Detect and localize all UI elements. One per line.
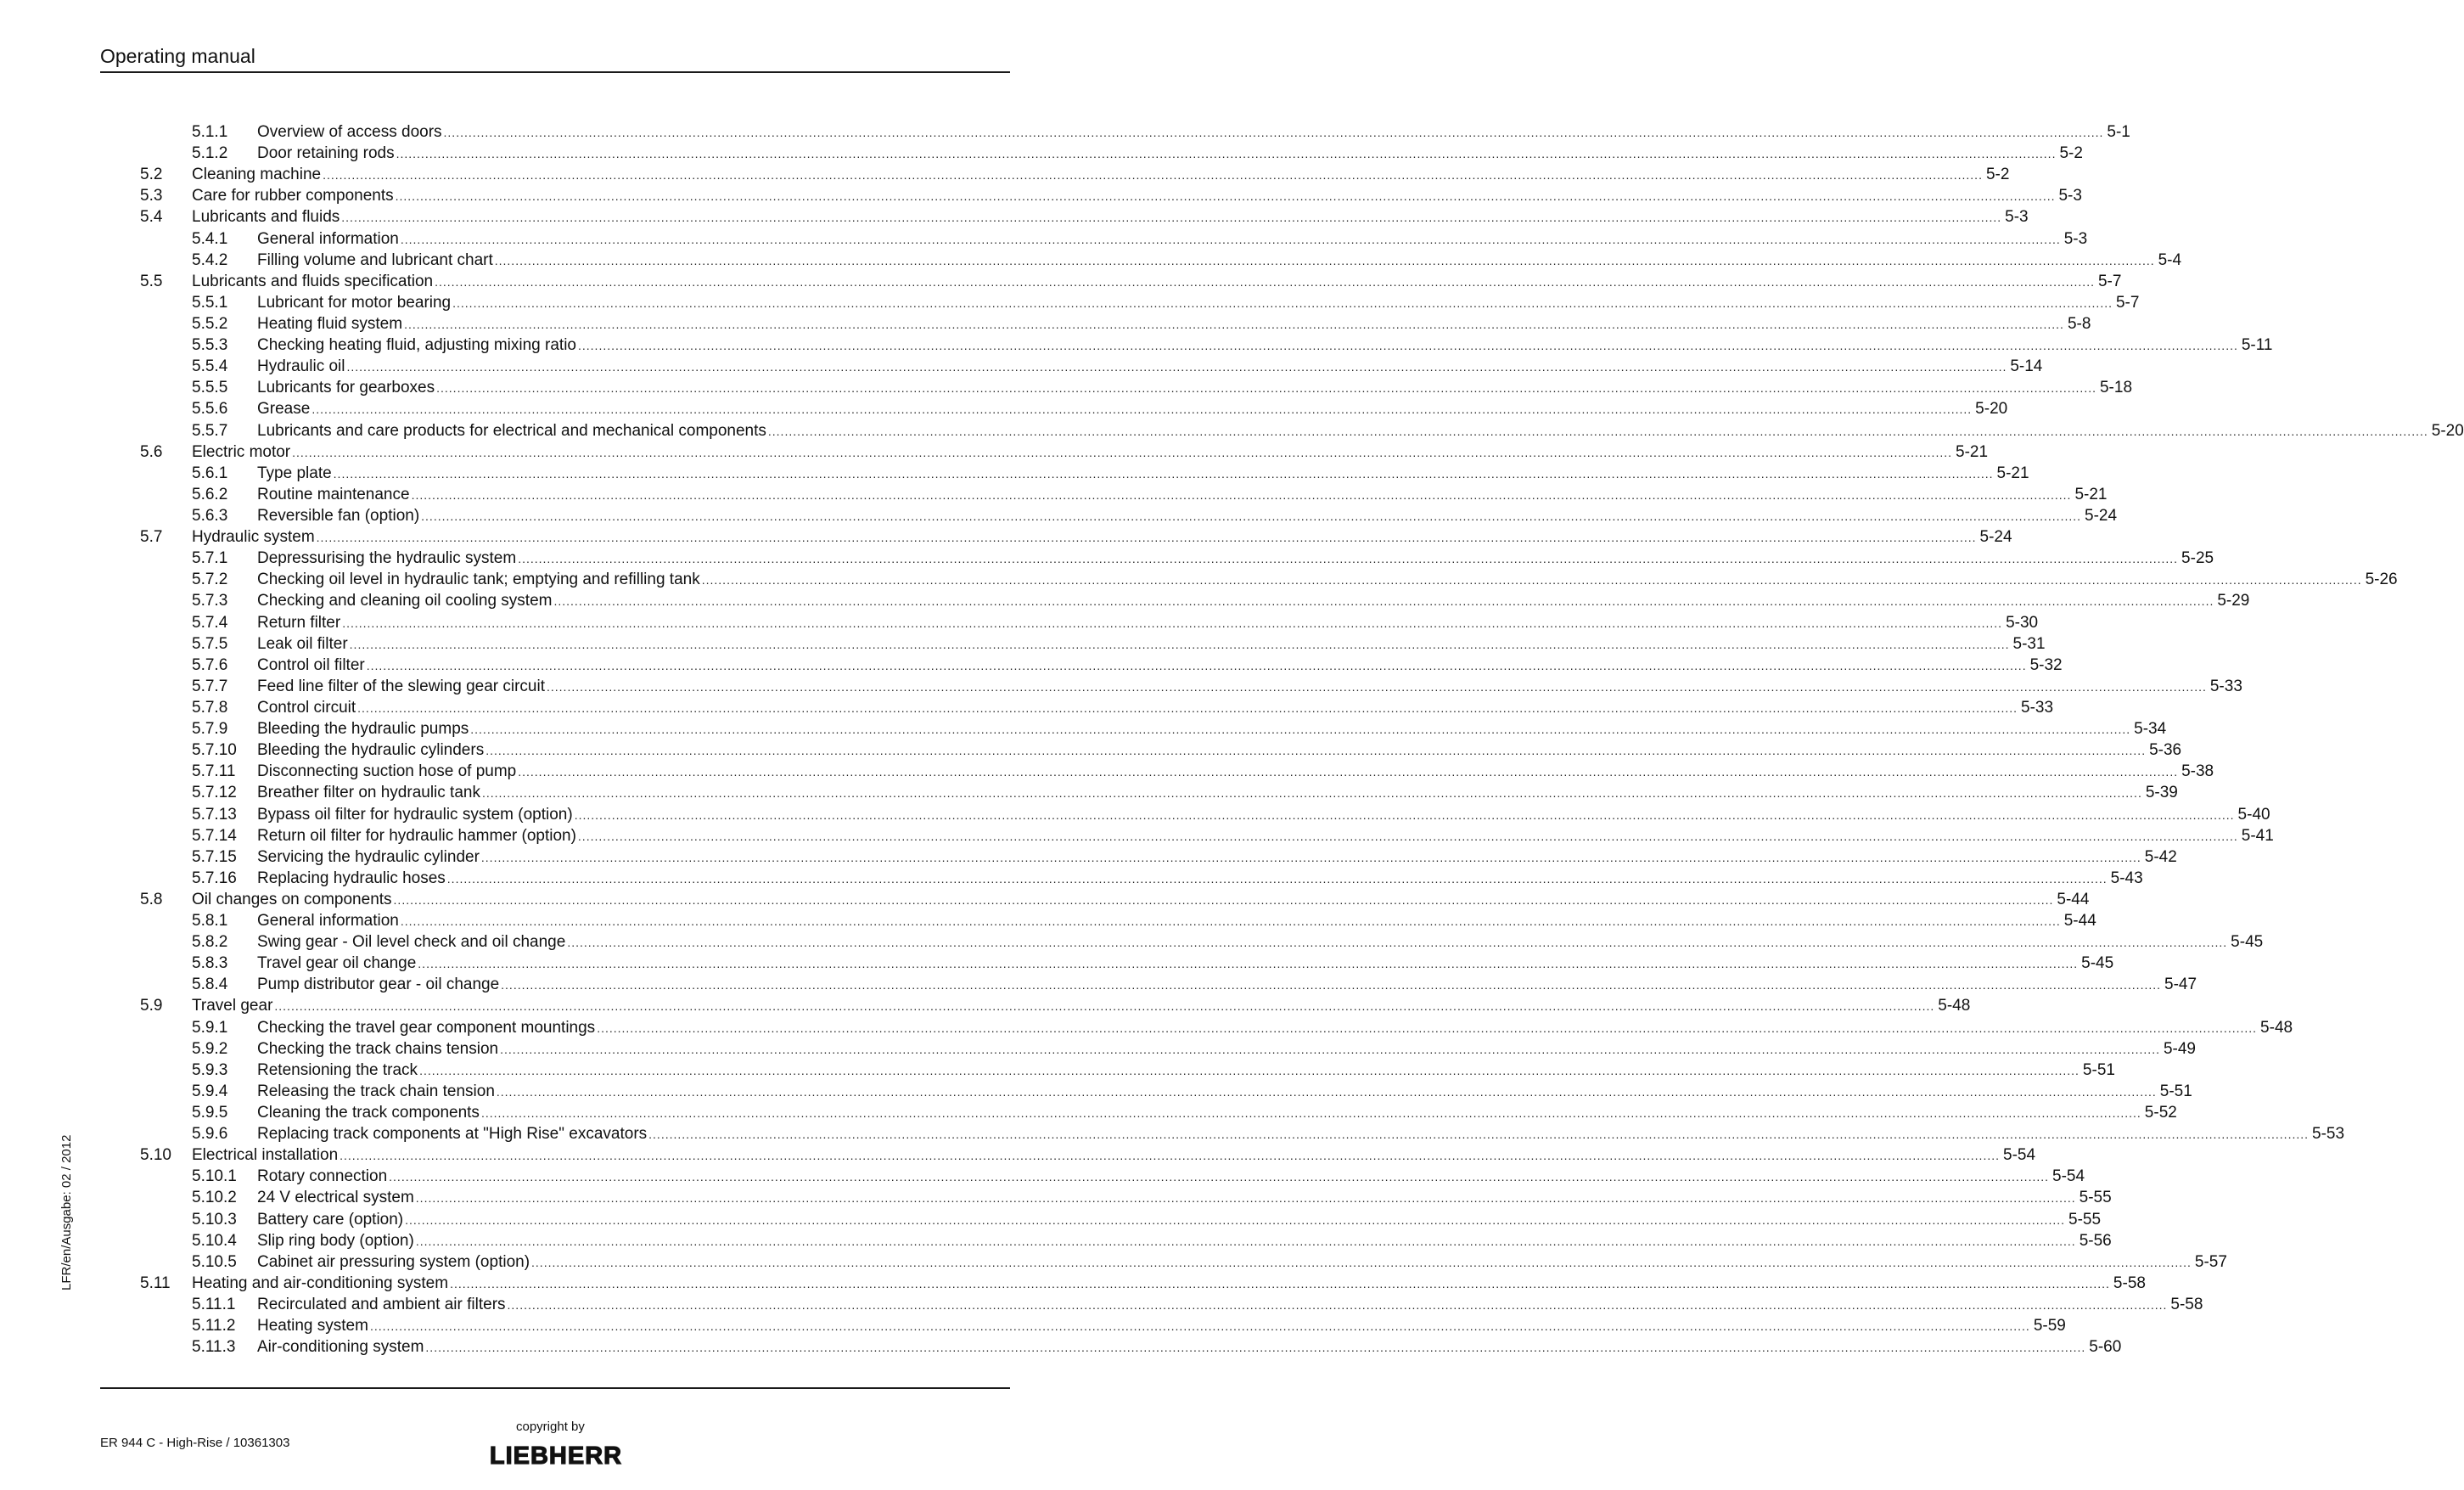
toc-leader-dots: ................................................................................................................................................................................................................................................................................................................................................................................................................: [346, 360, 2007, 374]
toc-leader-dots: ................................................................................................................................................................................................................................................................................................................................................................................................................: [443, 126, 2104, 139]
toc-entry[interactable]: [100, 206, 2029, 228]
toc-leader-dots: ................................................................................................................................................................................................................................................................................................................................................................................................................: [435, 274, 2095, 289]
toc-entry-number: 5.4.1: [192, 229, 228, 248]
toc-entry-number: 5.7.4: [192, 613, 228, 632]
toc-entry-number: 5.7.1: [192, 549, 228, 568]
toc-entry-page: 5-21: [2074, 485, 2108, 503]
toc-leader-dots: ................................................................................................................................................................................................................................................................................................................................................................................................................: [389, 1170, 2050, 1184]
toc-entry-page: 5-21: [1996, 464, 2029, 482]
liebherr-logo: [474, 1442, 638, 1470]
toc-entry-page: 5-48: [1938, 997, 1971, 1015]
toc-leader-dots: ................................................................................................................................................................................................................................................................................................................................................................................................................: [767, 424, 2428, 438]
toc-entry[interactable]: [100, 420, 2464, 441]
toc-entry-number: 5.10.3: [192, 1210, 237, 1229]
toc-entry-title: Electrical installation: [192, 1146, 339, 1165]
toc-entry-title: Filling volume and lubricant chart: [257, 250, 493, 269]
toc-entry-number: 5.10.2: [192, 1189, 237, 1207]
toc-entry[interactable]: [100, 548, 2214, 569]
toc-entry-number: 5.11.2: [192, 1317, 236, 1335]
toc-entry-page: 5-32: [2029, 655, 2063, 674]
toc-entry-number: 5.8.2: [192, 933, 228, 952]
toc-leader-dots: ................................................................................................................................................................................................................................................................................................................................................................................................................: [349, 637, 2010, 651]
toc-entry-number: 5.5.3: [192, 336, 228, 355]
toc-entry-number: 5.7.10: [192, 741, 237, 760]
toc-entry-page: 5-21: [1956, 442, 1989, 461]
toc-entry-number: 5.4: [140, 208, 163, 227]
toc-entry-page: 5-40: [2237, 805, 2270, 824]
toc-entry[interactable]: [100, 250, 2182, 271]
toc-entry[interactable]: [100, 1251, 2227, 1273]
toc-leader-dots: ................................................................................................................................................................................................................................................................................................................................................................................................................: [400, 232, 2061, 246]
toc-entry-number: 5.7.11: [192, 762, 236, 781]
toc-entry-page: 5-53: [2312, 1125, 2345, 1144]
toc-entry-title: Heating fluid system: [257, 314, 403, 333]
toc-entry-page: 5-41: [2241, 826, 2274, 845]
toc-entry-title: Pump distributor gear - oil change: [257, 976, 500, 994]
toc-entry-page: 5-26: [2365, 571, 2398, 589]
toc-entry-number: 5.5.2: [192, 314, 228, 333]
toc-leader-dots: ................................................................................................................................................................................................................................................................................................................................................................................................................: [547, 679, 2207, 694]
toc-entry-title: Travel gear oil change: [257, 954, 417, 973]
toc-entry-page: 5-3: [2058, 187, 2082, 205]
toc-entry-number: 5.7.2: [192, 571, 228, 589]
toc-entry-number: 5.7.15: [192, 847, 237, 866]
toc-entry[interactable]: [100, 633, 2046, 655]
toc-leader-dots: ................................................................................................................................................................................................................................................................................................................................................................................................................: [574, 807, 2235, 822]
toc-entry-number: 5.9.6: [192, 1125, 228, 1144]
toc-entry-title: Cleaning the track components: [257, 1104, 480, 1122]
toc-entry[interactable]: [100, 121, 2130, 143]
toc-entry-page: 5-52: [2144, 1104, 2177, 1122]
toc-leader-dots: ................................................................................................................................................................................................................................................................................................................................................................................................................: [446, 871, 2108, 886]
toc-leader-dots: ................................................................................................................................................................................................................................................................................................................................................................................................................: [411, 487, 2072, 502]
toc-entry-page: 5-51: [2082, 1060, 2115, 1079]
toc-entry-title: Routine maintenance: [257, 485, 410, 503]
toc-entry-title: Lubricants for gearboxes: [257, 379, 435, 397]
toc-entry[interactable]: [100, 1060, 2115, 1081]
toc-entry-page: 5-47: [2164, 976, 2197, 994]
toc-entry-number: 5.6: [140, 442, 163, 461]
toc-entry-title: Swing gear - Oil level check and oil change: [257, 933, 566, 952]
toc-entry[interactable]: [100, 825, 2274, 846]
toc-entry-page: 5-24: [1979, 528, 2012, 547]
toc-entry-page: 5-14: [2010, 357, 2043, 376]
toc-leader-dots: ................................................................................................................................................................................................................................................................................................................................................................................................................: [648, 1127, 2310, 1142]
toc-entry-number: 5.11: [140, 1274, 171, 1292]
toc-entry-number: 5.7.16: [192, 869, 237, 887]
toc-entry-title: Cleaning machine: [192, 166, 322, 184]
toc-entry-number: 5.5.4: [192, 357, 228, 376]
toc-entry[interactable]: [100, 313, 2091, 335]
toc-entry-title: Depressurising the hydraulic system: [257, 549, 517, 568]
toc-entry-number: 5.4.2: [192, 250, 228, 269]
toc-entry-title: Replacing track components at "High Rise" excavators: [257, 1125, 648, 1144]
toc-entry-page: 5-20: [1975, 400, 2008, 419]
toc-entry-page: 5-1: [2107, 123, 2130, 141]
toc-entry-number: 5.5.1: [192, 293, 228, 312]
toc-entry-title: Checking heating fluid, adjusting mixing ratio: [257, 336, 576, 355]
toc-entry-page: 5-20: [2431, 421, 2464, 440]
toc-leader-dots: ................................................................................................................................................................................................................................................................................................................................................................................................................: [470, 723, 2131, 737]
toc-entry[interactable]: [100, 1187, 2112, 1208]
toc-leader-dots: ................................................................................................................................................................................................................................................................................................................................................................................................................: [405, 1212, 2065, 1227]
toc-entry-page: 5-42: [2144, 847, 2177, 866]
toc-entry[interactable]: [100, 1081, 2192, 1102]
toc-entry-page: 5-58: [2170, 1296, 2203, 1314]
toc-entry-number: 5.3: [140, 187, 163, 205]
toc-leader-dots: ................................................................................................................................................................................................................................................................................................................................................................................................................: [393, 892, 2054, 907]
footer-copyright: copyright by: [516, 1420, 585, 1434]
toc-leader-dots: ................................................................................................................................................................................................................................................................................................................................................................................................................: [274, 999, 1935, 1014]
toc-entry-title: Feed line filter of the slewing gear circuit: [257, 677, 545, 695]
toc-entry-page: 5-55: [2079, 1189, 2112, 1207]
toc-entry-number: 5.7.13: [192, 805, 237, 824]
toc-entry-title: Replacing hydraulic hoses: [257, 869, 446, 887]
toc-entry-number: 5.7.9: [192, 720, 228, 739]
toc-leader-dots: ................................................................................................................................................................................................................................................................................................................................................................................................................: [396, 147, 2057, 161]
toc-entry-title: Control circuit: [257, 698, 356, 717]
toc-leader-dots: ................................................................................................................................................................................................................................................................................................................................................................................................................: [531, 1255, 2192, 1269]
liebherr-logo-text: LIEBHERR: [489, 1442, 623, 1470]
toc-entry-number: 5.9.4: [192, 1082, 228, 1100]
toc-entry[interactable]: [100, 995, 1971, 1016]
toc-entry[interactable]: [100, 739, 2182, 761]
toc-entry-title: Bleeding the hydraulic cylinders: [257, 741, 485, 760]
toc-entry[interactable]: [100, 697, 2054, 718]
toc-entry-page: 5-55: [2068, 1210, 2102, 1229]
toc-entry[interactable]: [100, 1102, 2177, 1123]
toc-leader-dots: ................................................................................................................................................................................................................................................................................................................................................................................................................: [500, 1042, 2160, 1056]
toc-entry[interactable]: [100, 164, 2010, 185]
toc-entry-number: 5.10.5: [192, 1252, 237, 1271]
toc-entry-title: Recirculated and ambient air filters: [257, 1296, 506, 1314]
toc-leader-dots: ................................................................................................................................................................................................................................................................................................................................................................................................................: [395, 189, 2056, 204]
toc-entry-title: Checking the track chains tension: [257, 1039, 499, 1058]
toc-entry-title: Grease: [257, 400, 311, 419]
toc-entry[interactable]: [100, 185, 2082, 206]
toc-entry-number: 5.10: [140, 1146, 171, 1165]
toc-entry-page: 5-45: [2081, 954, 2114, 973]
toc-entry-number: 5.7.14: [192, 826, 237, 845]
toc-entry-page: 5-3: [2005, 208, 2029, 227]
toc-leader-dots: ................................................................................................................................................................................................................................................................................................................................................................................................................: [518, 552, 2179, 566]
toc-entry-page: 5-34: [2134, 720, 2167, 739]
toc-leader-dots: ................................................................................................................................................................................................................................................................................................................................................................................................................: [418, 957, 2079, 971]
toc-entry-title: Oil changes on components: [192, 890, 392, 908]
toc-entry[interactable]: [100, 1294, 2203, 1315]
toc-entry[interactable]: [100, 1038, 2196, 1060]
toc-leader-dots: ................................................................................................................................................................................................................................................................................................................................................................................................................: [369, 1319, 2030, 1334]
toc-entry-title: Checking and cleaning oil cooling system: [257, 592, 553, 610]
toc-entry-number: 5.11.1: [192, 1296, 236, 1314]
toc-entry-page: 5-3: [2063, 229, 2088, 248]
toc-entry-number: 5.9: [140, 997, 163, 1015]
toc-entry-page: 5-57: [2194, 1252, 2227, 1271]
toc-entry-title: Disconnecting suction hose of pump: [257, 762, 517, 781]
toc-entry-number: 5.8.4: [192, 976, 228, 994]
toc-leader-dots: ................................................................................................................................................................................................................................................................................................................................................................................................................: [518, 765, 2179, 779]
toc-entry-page: 5-31: [2012, 634, 2046, 653]
toc-entry-page: 5-8: [2067, 314, 2091, 333]
toc-entry-number: 5.7.5: [192, 634, 228, 653]
toc-entry-title: Lubricants and fluids: [192, 208, 340, 227]
toc-leader-dots: ................................................................................................................................................................................................................................................................................................................................................................................................................: [421, 509, 2082, 523]
toc-entry-title: Travel gear: [192, 997, 273, 1015]
toc-entry[interactable]: [100, 676, 2242, 697]
toc-entry-title: Breather filter on hydraulic tank: [257, 784, 480, 802]
toc-leader-dots: ................................................................................................................................................................................................................................................................................................................................................................................................................: [567, 936, 2228, 950]
page-header-title: Operating manual: [100, 45, 255, 67]
toc-leader-dots: ................................................................................................................................................................................................................................................................................................................................................................................................................: [323, 168, 1983, 183]
toc-entry-page: 5-51: [2159, 1082, 2192, 1100]
toc-leader-dots: ................................................................................................................................................................................................................................................................................................................................................................................................................: [577, 829, 2238, 843]
toc-entry-title: Electric motor: [192, 442, 291, 461]
toc-entry-title: Heating and air-conditioning system: [192, 1274, 449, 1292]
footer-document-id: ER 944 C - High-Rise / 10361303: [100, 1436, 290, 1450]
toc-entry-number: 5.6.3: [192, 506, 228, 525]
toc-entry-page: 5-2: [2059, 144, 2083, 163]
toc-entry-page: 5-45: [2231, 933, 2264, 952]
toc-entry[interactable]: [100, 1017, 2293, 1038]
toc-entry-page: 5-43: [2110, 869, 2143, 887]
toc-entry[interactable]: [100, 804, 2270, 825]
toc-entry-number: 5.1.2: [192, 144, 228, 163]
toc-entry[interactable]: [100, 1166, 2085, 1187]
toc-entry[interactable]: [100, 1315, 2066, 1336]
toc-entry-number: 5.5: [140, 272, 163, 290]
toc-leader-dots: ................................................................................................................................................................................................................................................................................................................................................................................................................: [415, 1234, 2076, 1248]
toc-leader-dots: ................................................................................................................................................................................................................................................................................................................................................................................................................: [452, 295, 2113, 310]
toc-entry-page: 5-18: [2099, 379, 2133, 397]
toc-leader-dots: ................................................................................................................................................................................................................................................................................................................................................................................................................: [400, 914, 2061, 929]
toc-entry-page: 5-39: [2145, 784, 2178, 802]
toc-entry[interactable]: [100, 1123, 2345, 1144]
toc-leader-dots: ................................................................................................................................................................................................................................................................................................................................................................................................................: [366, 658, 2027, 672]
toc-leader-dots: ................................................................................................................................................................................................................................................................................................................................................................................................................: [419, 1063, 2080, 1077]
toc-entry-page: 5-38: [2181, 762, 2214, 781]
toc-entry-page: 5-2: [1985, 166, 2010, 184]
toc-entry-title: Leak oil filter: [257, 634, 348, 653]
toc-entry-title: Hydraulic system: [192, 528, 315, 547]
toc-entry-number: 5.5.5: [192, 379, 228, 397]
toc-entry[interactable]: [100, 590, 2250, 611]
toc-entry[interactable]: [100, 569, 2398, 590]
toc-leader-dots: ................................................................................................................................................................................................................................................................................................................................................................................................................: [333, 466, 1994, 481]
toc-entry-page: 5-33: [2209, 677, 2242, 695]
toc-entry-number: 5.9.3: [192, 1060, 228, 1079]
toc-leader-dots: ................................................................................................................................................................................................................................................................................................................................................................................................................: [481, 786, 2142, 801]
toc-entry-number: 5.8: [140, 890, 163, 908]
toc-leader-dots: ................................................................................................................................................................................................................................................................................................................................................................................................................: [316, 531, 1977, 545]
toc-leader-dots: ................................................................................................................................................................................................................................................................................................................................................................................................................: [341, 211, 2002, 225]
toc-entry-title: Reversible fan (option): [257, 506, 420, 525]
toc-entry[interactable]: [100, 356, 2043, 377]
toc-entry-page: 5-44: [2063, 912, 2096, 931]
toc-leader-dots: ................................................................................................................................................................................................................................................................................................................................................................................................................: [486, 744, 2147, 758]
toc-entry-number: 5.6.1: [192, 464, 228, 482]
toc-entry-page: 5-56: [2079, 1231, 2112, 1250]
toc-entry-number: 5.11.3: [192, 1338, 236, 1357]
toc-leader-dots: ................................................................................................................................................................................................................................................................................................................................................................................................................: [404, 317, 2064, 331]
toc-entry-title: Care for rubber components: [192, 187, 394, 205]
toc-entry-title: Releasing the track chain tension: [257, 1082, 495, 1100]
toc-entry[interactable]: [100, 612, 2039, 633]
footer-rule: [100, 1387, 1010, 1389]
toc-entry[interactable]: [100, 526, 2012, 548]
toc-entry[interactable]: [100, 463, 2029, 484]
toc-leader-dots: ................................................................................................................................................................................................................................................................................................................................................................................................................: [450, 1276, 2110, 1290]
toc-entry[interactable]: [100, 889, 2090, 910]
toc-entry-page: 5-24: [2085, 506, 2118, 525]
toc-entry-page: 5-60: [2089, 1338, 2122, 1357]
toc-entry[interactable]: [100, 484, 2108, 505]
toc-leader-dots: ................................................................................................................................................................................................................................................................................................................................................................................................................: [701, 573, 2362, 588]
toc-entry-number: 5.7.8: [192, 698, 228, 717]
toc-entry-title: Bleeding the hydraulic pumps: [257, 720, 469, 739]
toc-entry[interactable]: [100, 143, 2083, 164]
toc-entry-number: 5.10.4: [192, 1231, 237, 1250]
toc-entry[interactable]: [100, 761, 2214, 782]
toc-entry-number: 5.5.6: [192, 400, 228, 419]
toc-entry-page: 5-33: [2021, 698, 2054, 717]
toc-entry-title: 24 V electrical system: [257, 1189, 414, 1207]
toc-entry-title: Type plate: [257, 464, 332, 482]
toc-entry-number: 5.9.2: [192, 1039, 228, 1058]
toc-leader-dots: ................................................................................................................................................................................................................................................................................................................................................................................................................: [357, 700, 2018, 715]
toc-entry-page: 5-59: [2033, 1317, 2066, 1335]
toc-entry-title: Checking the travel gear component mountings: [257, 1018, 596, 1037]
toc-entry[interactable]: [100, 974, 2197, 995]
toc-entry[interactable]: [100, 1209, 2102, 1230]
toc-entry[interactable]: [100, 718, 2167, 739]
toc-entry-number: 5.7: [140, 528, 163, 547]
toc-entry-title: Slip ring body (option): [257, 1231, 414, 1250]
side-edition-text: LFR/en/Ausgabe: 02 / 2012: [59, 1134, 74, 1290]
toc-entry-number: 5.10.1: [192, 1167, 237, 1186]
toc-leader-dots: ................................................................................................................................................................................................................................................................................................................................................................................................................: [501, 978, 2162, 992]
toc-entry-number: 5.6.2: [192, 485, 228, 503]
toc-entry-number: 5.8.3: [192, 954, 228, 973]
header-rule: [100, 71, 1010, 73]
toc-entry[interactable]: [100, 868, 2143, 889]
toc-entry[interactable]: [100, 655, 2063, 676]
toc-entry[interactable]: [100, 1230, 2112, 1251]
toc-leader-dots: ................................................................................................................................................................................................................................................................................................................................................................................................................: [507, 1298, 2168, 1313]
toc-entry[interactable]: [100, 398, 2008, 419]
toc-entry[interactable]: [100, 910, 2096, 931]
toc-leader-dots: ................................................................................................................................................................................................................................................................................................................................................................................................................: [597, 1021, 2258, 1035]
toc-entry-title: Retensioning the track: [257, 1060, 418, 1079]
toc-entry-title: Servicing the hydraulic cylinder: [257, 847, 480, 866]
toc-entry-title: General information: [257, 912, 399, 931]
toc-entry-page: 5-44: [2057, 890, 2090, 908]
toc-entry-title: Cabinet air pressuring system (option): [257, 1252, 530, 1271]
toc-entry[interactable]: [100, 292, 2140, 313]
toc-entry-page: 5-29: [2217, 592, 2250, 610]
toc-entry[interactable]: [100, 931, 2264, 953]
toc-entry-number: 5.7.6: [192, 655, 228, 674]
toc-leader-dots: ................................................................................................................................................................................................................................................................................................................................................................................................................: [425, 1341, 2086, 1355]
toc-leader-dots: ................................................................................................................................................................................................................................................................................................................................................................................................................: [578, 339, 2238, 353]
toc-entry-number: 5.7.12: [192, 784, 237, 802]
toc-leader-dots: ................................................................................................................................................................................................................................................................................................................................................................................................................: [340, 1149, 2000, 1163]
toc-entry-title: Lubricants and fluids specification: [192, 272, 434, 290]
toc-entry-page: 5-4: [2158, 250, 2182, 269]
toc-entry[interactable]: [100, 441, 1989, 463]
toc-entry-number: 5.2: [140, 166, 163, 184]
toc-leader-dots: ................................................................................................................................................................................................................................................................................................................................................................................................................: [312, 402, 1973, 417]
toc-entry-title: Air-conditioning system: [257, 1338, 424, 1357]
toc-entry-number: 5.1.1: [192, 123, 228, 141]
toc-leader-dots: ................................................................................................................................................................................................................................................................................................................................................................................................................: [415, 1191, 2076, 1206]
toc-entry-title: Lubricant for motor bearing: [257, 293, 452, 312]
toc-entry-title: Return filter: [257, 613, 341, 632]
toc-entry[interactable]: [100, 271, 2122, 292]
toc-entry[interactable]: [100, 377, 2133, 398]
toc-leader-dots: ................................................................................................................................................................................................................................................................................................................................................................................................................: [436, 381, 2096, 396]
toc-entry-title: Rotary connection: [257, 1167, 388, 1186]
toc-entry-page: 5-54: [2003, 1146, 2036, 1165]
toc-entry-page: 5-25: [2181, 549, 2214, 568]
toc-entry[interactable]: [100, 228, 2088, 250]
toc-entry-number: 5.8.1: [192, 912, 228, 931]
toc-entry-page: 5-11: [2241, 336, 2273, 355]
toc-entry-page: 5-30: [2006, 613, 2039, 632]
toc-entry-title: Bypass oil filter for hydraulic system (option): [257, 805, 573, 824]
toc-entry-page: 5-58: [2113, 1274, 2146, 1292]
toc-leader-dots: ................................................................................................................................................................................................................................................................................................................................................................................................................: [553, 594, 2214, 609]
toc-entry-title: Return oil filter for hydraulic hammer (option): [257, 826, 576, 845]
toc-entry[interactable]: [100, 953, 2114, 974]
toc-entry-number: 5.7.7: [192, 677, 228, 695]
toc-leader-dots: ................................................................................................................................................................................................................................................................................................................................................................................................................: [494, 253, 2155, 267]
toc-entry[interactable]: [100, 1336, 2122, 1358]
toc-entry-number: 5.9.5: [192, 1104, 228, 1122]
toc-entry[interactable]: [100, 1273, 2146, 1294]
toc-leader-dots: ................................................................................................................................................................................................................................................................................................................................................................................................................: [480, 850, 2141, 864]
toc-entry-title: Hydraulic oil: [257, 357, 345, 376]
toc-entry-title: Battery care (option): [257, 1210, 404, 1229]
toc-entry[interactable]: [100, 1144, 2036, 1166]
toc-entry-page: 5-7: [2097, 272, 2122, 290]
toc-entry-number: 5.9.1: [192, 1018, 228, 1037]
toc-entry[interactable]: [100, 782, 2178, 803]
toc-entry-page: 5-54: [2052, 1167, 2085, 1186]
toc-entry-title: Heating system: [257, 1317, 368, 1335]
toc-entry-number: 5.5.7: [192, 421, 228, 440]
toc-entry-title: Overview of access doors: [257, 123, 442, 141]
toc-entry-page: 5-36: [2149, 741, 2182, 760]
toc-entry-title: Control oil filter: [257, 655, 365, 674]
toc-entry-number: 5.7.3: [192, 592, 228, 610]
toc-entry-title: Lubricants and care products for electrical and mechanical components: [257, 421, 766, 440]
toc-leader-dots: ................................................................................................................................................................................................................................................................................................................................................................................................................: [480, 1106, 2141, 1121]
toc-leader-dots: ................................................................................................................................................................................................................................................................................................................................................................................................................: [292, 445, 1952, 459]
toc-entry-page: 5-49: [2163, 1039, 2196, 1058]
toc-leader-dots: ................................................................................................................................................................................................................................................................................................................................................................................................................: [342, 616, 2003, 630]
toc-entry[interactable]: [100, 335, 2273, 356]
toc-entry-title: Door retaining rods: [257, 144, 395, 163]
toc-entry-page: 5-48: [2260, 1018, 2293, 1037]
toc-entry[interactable]: [100, 505, 2118, 526]
toc-entry-title: Checking oil level in hydraulic tank; emptying and refilling tank: [257, 571, 700, 589]
table-of-contents: [100, 121, 2464, 1358]
toc-entry[interactable]: [100, 846, 2177, 868]
toc-entry-title: General information: [257, 229, 399, 248]
toc-entry-page: 5-7: [2115, 293, 2140, 312]
toc-leader-dots: ................................................................................................................................................................................................................................................................................................................................................................................................................: [496, 1084, 2157, 1099]
